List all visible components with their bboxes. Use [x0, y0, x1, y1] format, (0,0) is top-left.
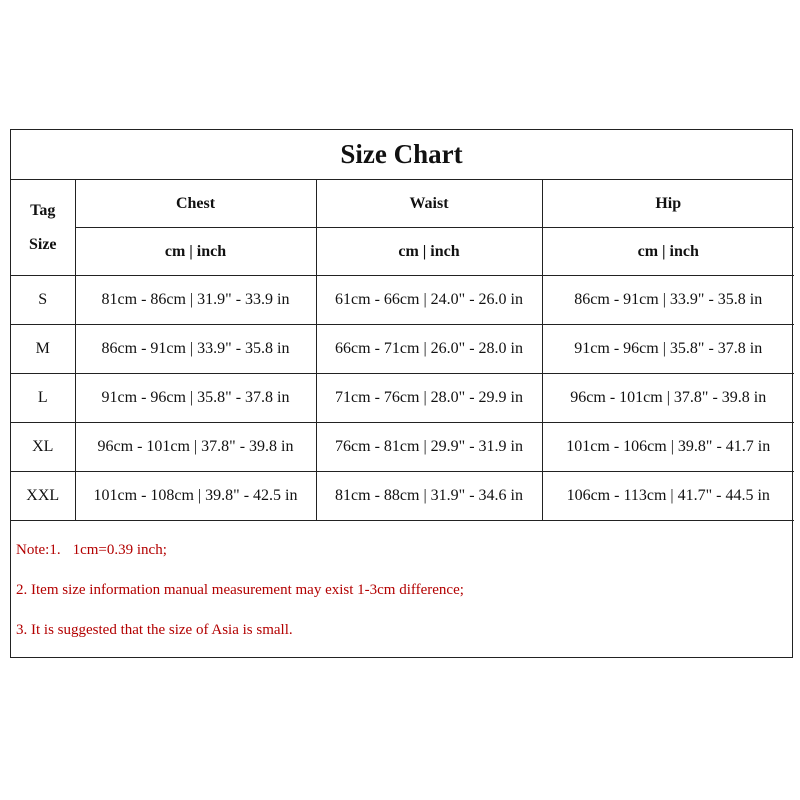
size-cell: XXL — [11, 472, 75, 521]
notes-section — [11, 523, 792, 650]
chest-cell: 96cm - 101cm | 37.8" - 39.8 in — [75, 423, 316, 472]
size-cell: L — [11, 374, 75, 423]
table-row — [11, 276, 794, 325]
size-chart — [10, 129, 793, 658]
note-2: 2. Item size information manual measurement may exist 1-3cm difference; — [16, 582, 464, 598]
hip-cell: 106cm - 113cm | 41.7" - 44.5 in — [542, 472, 794, 521]
size-cell: M — [11, 325, 75, 374]
note-1-text: 1cm=0.39 inch; — [72, 542, 167, 558]
header-row — [11, 180, 794, 228]
table-row — [11, 325, 794, 374]
chart-title: Size Chart — [11, 130, 792, 180]
hip-cell: 101cm - 106cm | 39.8" - 41.7 in — [542, 423, 794, 472]
table-row — [11, 423, 794, 472]
hip-cell: 91cm - 96cm | 35.8" - 37.8 in — [542, 325, 794, 374]
size-cell: XL — [11, 423, 75, 472]
waist-cell: 66cm - 71cm | 26.0" - 28.0 in — [316, 325, 542, 374]
waist-cell: 61cm - 66cm | 24.0" - 26.0 in — [316, 276, 542, 325]
note-1 — [16, 530, 792, 570]
hip-cell: 96cm - 101cm | 37.8" - 39.8 in — [542, 374, 794, 423]
note-3: 3. It is suggested that the size of Asia is small. — [16, 622, 293, 638]
waist-header: Waist — [316, 180, 542, 228]
size-table — [11, 180, 794, 521]
chest-unit-header: cm | inch — [75, 228, 316, 276]
waist-unit-header: cm | inch — [316, 228, 542, 276]
unit-row — [11, 228, 794, 276]
chest-cell: 81cm - 86cm | 31.9" - 33.9 in — [75, 276, 316, 325]
table-row — [11, 472, 794, 521]
waist-cell: 81cm - 88cm | 31.9" - 34.6 in — [316, 472, 542, 521]
size-cell: S — [11, 276, 75, 325]
chest-cell: 86cm - 91cm | 33.9" - 35.8 in — [75, 325, 316, 374]
hip-unit-header: cm | inch — [542, 228, 794, 276]
note-1-prefix: Note:1. — [16, 542, 61, 558]
chest-cell: 101cm - 108cm | 39.8" - 42.5 in — [75, 472, 316, 521]
hip-header: Hip — [542, 180, 794, 228]
waist-cell: 76cm - 81cm | 29.9" - 31.9 in — [316, 423, 542, 472]
chest-header: Chest — [75, 180, 316, 228]
tag-size-header — [11, 180, 75, 276]
table-row — [11, 374, 794, 423]
chest-cell: 91cm - 96cm | 35.8" - 37.8 in — [75, 374, 316, 423]
waist-cell: 71cm - 76cm | 28.0" - 29.9 in — [316, 374, 542, 423]
hip-cell: 86cm - 91cm | 33.9" - 35.8 in — [542, 276, 794, 325]
tag-size-header-line2: Size — [28, 235, 57, 253]
tag-size-header-line1: Tag — [30, 201, 56, 219]
